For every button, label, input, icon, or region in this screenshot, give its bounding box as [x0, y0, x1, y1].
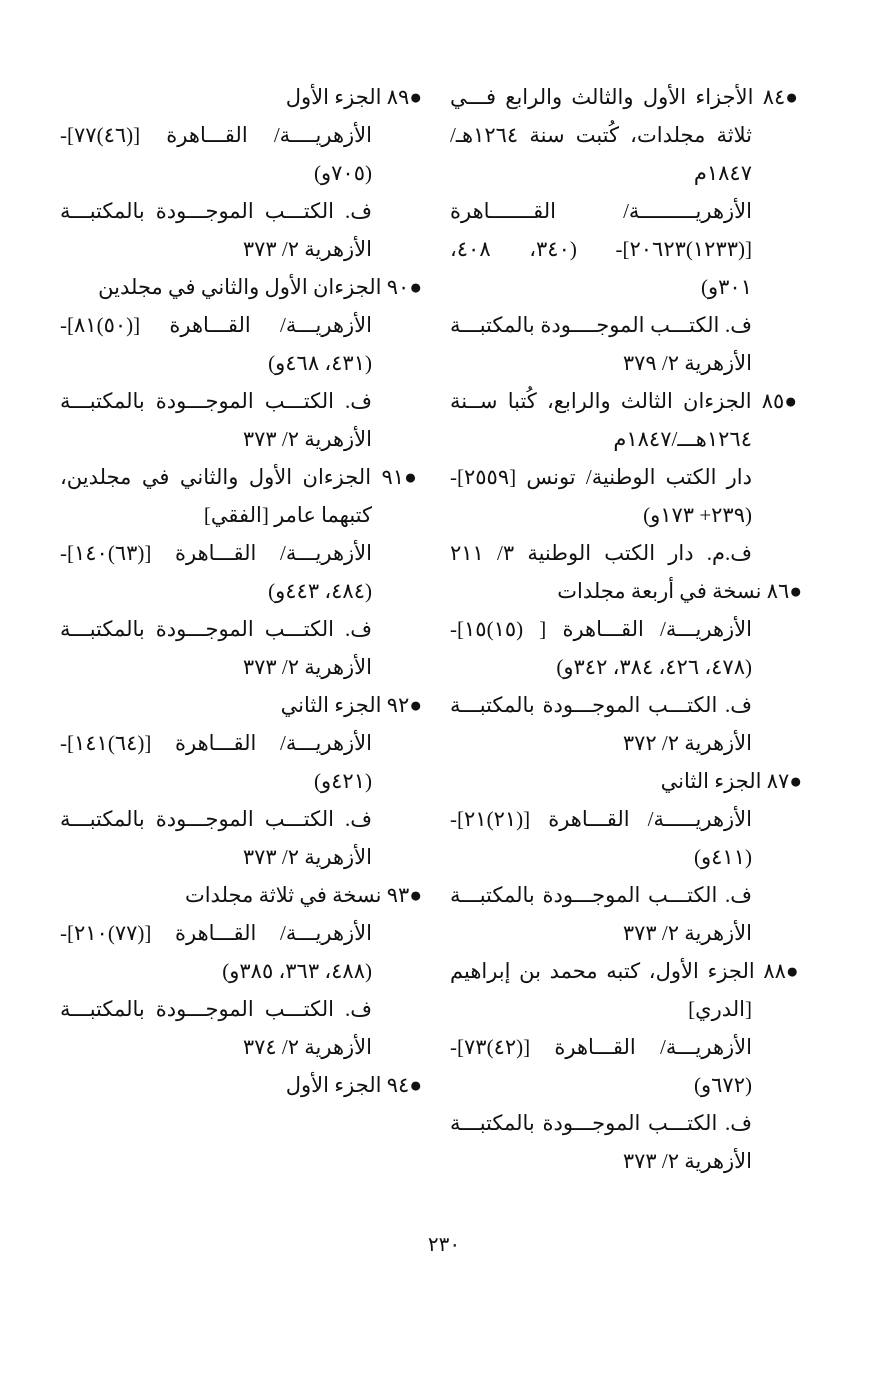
entry-detail-line: ١٨٤٧م: [693, 161, 752, 185]
entry-detail-line: ف. الكتـــب الموجـــودة بالمكتبـــة: [60, 389, 372, 413]
entry-detail-line: ف. الكتـــب الموجـــودة بالمكتبـــة: [450, 1111, 752, 1135]
entry-detail-line: [الدري]: [688, 997, 752, 1021]
entry-detail-line: دار الكتب الوطنية/ تونس [٢٥٥٩]-: [450, 465, 752, 489]
entry-detail-line: الأزهريــــة/ القـــاهرة [(٤٦)٧٧]-: [60, 123, 372, 147]
entry-detail-line: ف. الكتـــب الموجـــودة بالمكتبـــة: [60, 807, 372, 831]
entry-detail-line: ف. الكتـــب الموجـــودة بالمكتبـــة: [60, 199, 372, 223]
entry-detail-line: (٤١١و): [694, 845, 752, 869]
page-number: ٢٣٠: [427, 1234, 461, 1256]
entry-detail-line: الأزهريـــة/ القـــاهرة [ (١٥)١٥]-: [450, 617, 752, 641]
entry-heading-line: ●٩٢ الجزء الثاني: [280, 693, 422, 717]
entry-detail-line: (٤٢١و): [314, 769, 372, 793]
entry-detail-line: (٢٣٩+ ١٧٣و): [643, 503, 752, 527]
entry-detail-line: الأزهريـــة/ القـــاهرة [(٧٧)٢١٠]-: [60, 921, 372, 945]
entry-heading-line: ●٩١ الجزءان الأول والثاني في مجلدين،: [60, 465, 422, 489]
entry-detail-line: الأزهرية ٢/ ٣٧٩: [622, 351, 752, 375]
entry-detail-line: الأزهريـــــة/ القـــاهرة [(٢١)٢١]-: [450, 807, 752, 831]
left-column: [60, 78, 422, 1104]
entry-detail-line: ف. الكتـــب الموجـــودة بالمكتبـــة: [60, 617, 372, 641]
entry-detail-line: الأزهرية ٢/ ٣٧٣: [242, 655, 372, 679]
entry-detail-line: الأزهرية ٢/ ٣٧٣: [622, 921, 752, 945]
entry-detail-line: (٧٠٥و): [314, 161, 372, 185]
entry-heading-line: ●٨٥ الجزءان الثالث والرابع، كُتبا ســنة: [450, 389, 802, 413]
entry-heading-line: ●٨٩ الجزء الأول: [285, 85, 422, 109]
entry-detail-line: (٦٧٢و): [694, 1073, 752, 1097]
entry-detail-line: الأزهرية ٢/ ٣٧٤: [242, 1035, 372, 1059]
entry-detail-line: الأزهرية ٢/ ٣٧٣: [622, 1149, 752, 1173]
entry-detail-line: الأزهريـــة/ القـــاهرة [(٤٢)٧٣]-: [450, 1035, 752, 1059]
right-column: [450, 78, 802, 1180]
entry-detail-line: الأزهريـــة/ القـــاهرة [(٥٠)٨١]-: [60, 313, 372, 337]
entry-detail-line: [(١٢٣٣)٢٠٦٢٣]- (٣٤٠، ٤٠٨،: [450, 237, 753, 261]
entry-detail-line: ف. الكتـــب الموجـــودة بالمكتبـــة: [450, 883, 752, 907]
entry-detail-line: ف. الكتـــب الموجــــودة بالمكتبـــة: [450, 313, 752, 337]
entry-detail-line: الأزهريـــــــــة/ القـــــــاهرة: [450, 199, 752, 223]
entry-detail-line: (٤٧٨، ٤٢٦، ٣٨٤، ٣٤٢و): [556, 655, 752, 679]
entry-detail-line: ٣٠١و): [701, 275, 752, 299]
entry-detail-line: الأزهريـــة/ القـــاهرة [(٦٤)١٤١]-: [60, 731, 372, 755]
entry-detail-line: (٤٨٨، ٣٦٣، ٣٨٥و): [222, 959, 372, 983]
entry-heading-line: ●٩٠ الجزءان الأول والثاني في مجلدين: [98, 275, 422, 299]
entry-detail-line: ف.م. دار الكتب الوطنية ٣/ ٢١١: [450, 541, 752, 565]
entry-detail-line: ف. الكتـــب الموجـــودة بالمكتبـــة: [60, 997, 372, 1021]
entry-detail-line: الأزهرية ٢/ ٣٧٢: [622, 731, 752, 755]
entry-detail-line: ١٢٦٤هـــ/١٨٤٧م: [613, 427, 752, 451]
entry-heading-line: ●٨٧ الجزء الثاني: [660, 769, 802, 793]
entry-heading-line: ●٨٦ نسخة في أربعة مجلدات: [557, 579, 802, 603]
entry-detail-line: الأزهريـــة/ القـــاهرة [(٦٣)١٤٠]-: [60, 541, 372, 565]
entry-heading-line: ●٨٤ الأجزاء الأول والثالث والرابع فـــي: [450, 85, 802, 109]
entry-detail-line: (٤٣١، ٤٦٨و): [268, 351, 372, 375]
entry-detail-line: ثلاثة مجلدات، كُتبت سنة ١٢٦٤هـ/: [450, 123, 752, 147]
entry-detail-line: كتبهما عامر [الفقي]: [203, 503, 372, 527]
entry-detail-line: الأزهرية ٢/ ٣٧٣: [242, 845, 372, 869]
entry-detail-line: (٤٨٤، ٤٤٣و): [268, 579, 372, 603]
entry-detail-line: ف. الكتـــب الموجـــودة بالمكتبـــة: [450, 693, 752, 717]
entry-heading-line: ●٩٣ نسخة في ثلاثة مجلدات: [184, 883, 422, 907]
entry-heading-line: ●٨٨ الجزء الأول، كتبه محمد بن إبراهيم: [450, 959, 802, 983]
entry-detail-line: الأزهرية ٢/ ٣٧٣: [242, 427, 372, 451]
entry-heading-line: ●٩٤ الجزء الأول: [285, 1073, 422, 1097]
entry-detail-line: الأزهرية ٢/ ٣٧٣: [242, 237, 372, 261]
